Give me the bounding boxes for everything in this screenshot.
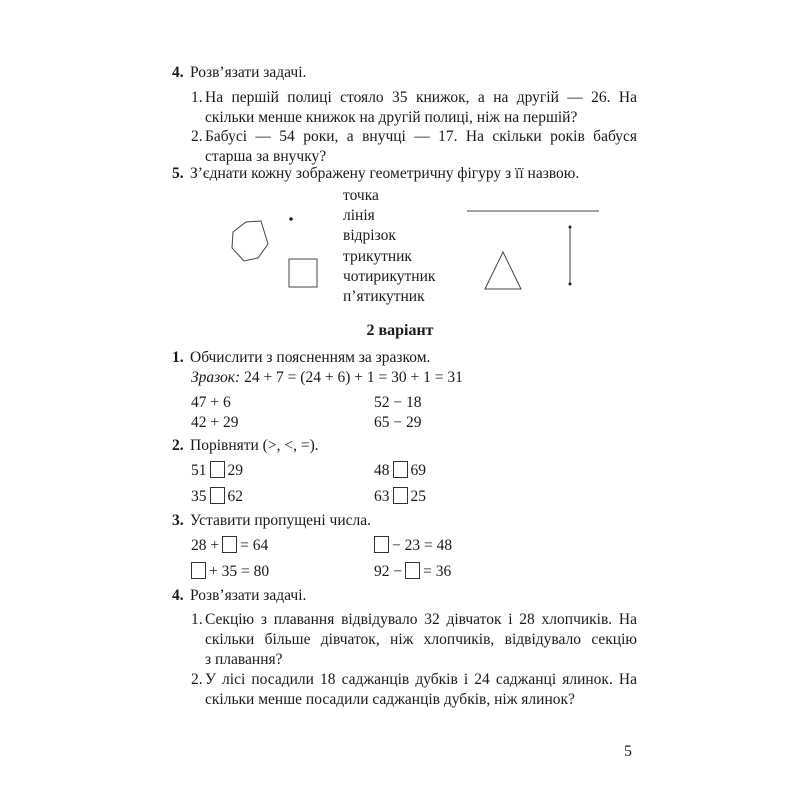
- problem-text-line: Секцію з плавання відвідувало 32 дівчаток і 28 хлопчиків. На: [205, 611, 637, 628]
- sample-label: Зразок:: [191, 369, 241, 386]
- page-number: 5: [624, 743, 632, 760]
- problem-text-line: Бабусі — 54 роки, а внучці — 17. На скільки років бабуся: [205, 128, 637, 145]
- expression: 65 − 29: [374, 414, 422, 431]
- left-number: 51: [191, 462, 207, 479]
- task-title: Обчислити з поясненням за зразком.: [190, 349, 431, 366]
- problem-text-line: У лісі посадили 18 саджанців дубків і 24 саджанці ялинок. На: [205, 671, 637, 688]
- answer-box[interactable]: [222, 536, 237, 553]
- word-segment: відрізок: [343, 227, 396, 245]
- equation-row: [371, 536, 452, 555]
- word-pentagon: п’ятикутник: [343, 288, 425, 306]
- equation-row: [191, 536, 268, 555]
- problem-text-line: На першій полиці стояло 35 книжок, а на другій — 26. На: [205, 89, 637, 106]
- compare-row: [191, 461, 243, 480]
- answer-box[interactable]: [374, 536, 389, 553]
- square-shape: [289, 259, 317, 287]
- left-number: 63: [374, 488, 390, 505]
- equation-row: [374, 562, 451, 581]
- problem-number: 1.: [191, 611, 203, 628]
- answer-box[interactable]: [405, 562, 420, 579]
- task-number: 1.: [172, 349, 184, 366]
- task-title: Розв’язати задачі.: [190, 587, 307, 604]
- task-number: 3.: [172, 512, 184, 529]
- left-number: 48: [374, 462, 390, 479]
- triangle-shape: [485, 252, 521, 289]
- problem-2: [191, 670, 637, 710]
- right-number: 69: [410, 462, 426, 479]
- problem-text-line: скільки більше дівчаток, ніж хлопчиків, відвідувало секцію: [205, 631, 637, 648]
- task-number: 2.: [172, 437, 184, 454]
- answer-box[interactable]: [210, 461, 225, 478]
- equation-right: = 64: [240, 537, 269, 554]
- equation-left: 92 −: [374, 563, 403, 580]
- equation-row: [188, 562, 269, 581]
- problem-number: 2.: [191, 128, 203, 145]
- task-number: 4.: [172, 587, 184, 604]
- left-number: 35: [191, 488, 207, 505]
- task-title: Уставити пропущені числа.: [190, 512, 371, 529]
- answer-box[interactable]: [210, 487, 225, 504]
- word-triangle: трикутник: [343, 247, 412, 265]
- equation-right: + 35 = 80: [209, 563, 270, 580]
- problem-text-line: скільки менше книжок на другій полиці, ніж на першій?: [205, 109, 578, 126]
- task-title: З’єднати кожну зображену геометричну фігуру з її назвою.: [190, 165, 580, 182]
- hexagon-shape: [232, 221, 268, 261]
- problem-text-line: старша за внучку?: [205, 148, 327, 165]
- word-quadrilateral: чотирикутник: [343, 267, 436, 285]
- variant-heading: 2 варіант: [366, 322, 434, 339]
- equation-right: = 36: [423, 563, 452, 580]
- task-number: 4.: [172, 64, 184, 81]
- word-line: лінія: [343, 207, 375, 225]
- answer-box[interactable]: [191, 562, 206, 579]
- problem-number: 2.: [191, 671, 203, 688]
- compare-row: [374, 487, 426, 506]
- problem-text-line: скільки менше посадили саджанців дубків, ніж ялинок?: [205, 691, 575, 708]
- right-number: 62: [227, 488, 243, 505]
- word-point: точка: [343, 187, 379, 204]
- equation-right: − 23 = 48: [392, 537, 453, 554]
- compare-row: [374, 461, 426, 480]
- right-number: 29: [227, 462, 243, 479]
- point-shape: [289, 217, 293, 221]
- expression: 42 + 29: [191, 414, 239, 431]
- right-number: 25: [410, 488, 426, 505]
- sample-line: [191, 369, 463, 387]
- answer-box[interactable]: [393, 461, 408, 478]
- task-title: Розв’язати задачі.: [190, 64, 307, 81]
- segment-endpoint: [569, 283, 572, 286]
- compare-row: [191, 487, 243, 506]
- segment-endpoint: [569, 226, 572, 229]
- equation-left: 28 +: [191, 537, 220, 554]
- problem-number: 1.: [191, 89, 203, 106]
- sample-expression: 24 + 7 = (24 + 6) + 1 = 30 + 1 = 31: [244, 369, 463, 386]
- problem-1: [191, 610, 637, 670]
- problem-text-line: з плавання?: [205, 651, 283, 668]
- task-title: Порівняти (>, <, =).: [190, 437, 319, 454]
- answer-box[interactable]: [393, 487, 408, 504]
- expression: 52 − 18: [374, 394, 422, 411]
- task-number: 5.: [172, 165, 184, 182]
- expression: 47 + 6: [191, 394, 231, 411]
